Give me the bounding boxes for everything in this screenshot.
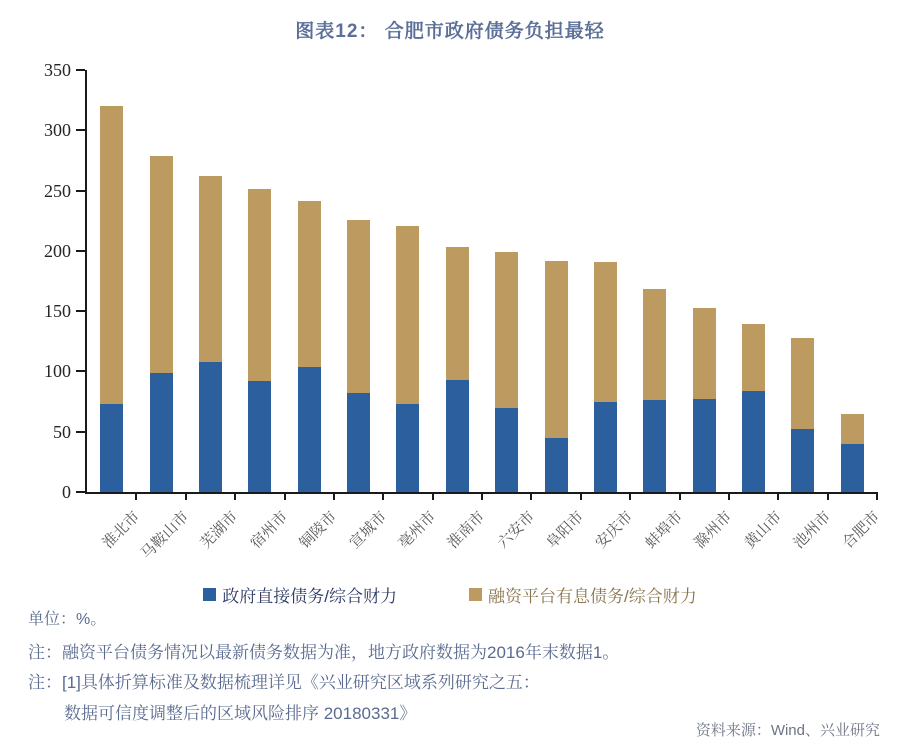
y-axis-label: 250	[44, 180, 71, 201]
platform-debt-segment	[100, 106, 123, 404]
stacked-bar	[298, 70, 321, 492]
direct-debt-segment	[643, 400, 666, 492]
x-axis-tick	[728, 492, 730, 500]
platform-debt-segment	[791, 338, 814, 430]
category-cell	[136, 70, 193, 563]
direct-debt-segment	[594, 402, 617, 492]
plot-area	[44, 60, 884, 563]
category-cell	[630, 70, 686, 552]
y-axis-label: 200	[44, 240, 71, 261]
platform-debt-segment	[742, 324, 765, 390]
platform-debt-segment	[495, 252, 518, 408]
legend-swatch-platform-debt	[469, 588, 482, 601]
y-axis-label: 300	[44, 120, 71, 141]
platform-debt-segment	[248, 189, 271, 381]
legend-label-direct-debt: 政府直接债务/综合财力	[222, 587, 397, 606]
stacked-bar	[347, 70, 370, 492]
direct-debt-segment	[742, 391, 765, 492]
y-axis-label: 350	[44, 60, 71, 80]
x-axis-label: 合肥市	[839, 508, 884, 552]
x-axis-tick	[530, 492, 532, 500]
category-cell	[729, 70, 785, 552]
direct-debt-segment	[495, 408, 518, 492]
x-axis-tick	[333, 492, 335, 500]
x-axis-label: 池州市	[790, 508, 835, 552]
legend-item-direct-debt	[203, 582, 397, 607]
unit-label: 单位：%。	[28, 611, 107, 628]
category-cell	[87, 70, 143, 552]
stacked-bar	[791, 70, 814, 492]
category-cell	[581, 70, 637, 552]
chart-title: 图表12： 合肥市政府债务负担最轻	[295, 21, 605, 42]
y-axis-tick	[76, 190, 85, 192]
x-axis-tick	[135, 492, 137, 500]
x-axis-tick	[876, 492, 878, 500]
platform-debt-segment	[298, 201, 321, 366]
x-axis-tick	[629, 492, 631, 500]
x-axis-label: 铜陵市	[296, 508, 341, 552]
platform-debt-segment	[693, 308, 716, 400]
x-axis-tick	[679, 492, 681, 500]
legend-item-platform-debt	[469, 582, 697, 607]
stacked-bar	[446, 70, 469, 492]
x-axis-tick	[777, 492, 779, 500]
category-cell	[778, 70, 835, 552]
y-axis-tick	[76, 250, 85, 252]
direct-debt-segment	[841, 444, 864, 492]
x-axis-label: 淮南市	[444, 508, 489, 552]
legend	[0, 582, 900, 607]
stacked-bar	[495, 70, 518, 492]
x-axis-tick	[827, 492, 829, 500]
x-axis-tick	[284, 492, 286, 500]
platform-debt-segment	[396, 226, 419, 404]
category-cell	[433, 70, 489, 552]
note-line-1: 注：融资平台债务情况以最新债务数据为准，地方政府数据为2016年末数据1。	[28, 643, 620, 662]
x-axis-label: 黄山市	[740, 508, 785, 552]
platform-debt-segment	[347, 220, 370, 394]
direct-debt-segment	[791, 429, 814, 492]
plot-cells	[87, 70, 884, 563]
x-axis-label: 阜阳市	[543, 508, 588, 552]
platform-debt-segment	[841, 414, 864, 444]
category-cell	[285, 70, 341, 552]
category-cell	[235, 70, 291, 552]
x-axis-label: 淮北市	[98, 508, 143, 552]
x-axis-label: 马鞍山市	[137, 508, 193, 563]
y-axis-label: 100	[44, 361, 71, 382]
category-cell	[186, 70, 242, 552]
platform-debt-segment	[643, 289, 666, 400]
category-cell	[828, 70, 884, 552]
x-axis-label: 安庆市	[592, 508, 637, 552]
y-axis-tick	[76, 431, 85, 433]
stacked-bar	[150, 70, 173, 492]
x-axis-tick	[234, 492, 236, 500]
platform-debt-segment	[446, 247, 469, 380]
direct-debt-segment	[150, 373, 173, 492]
stacked-bar	[742, 70, 765, 492]
y-axis-label: 150	[44, 301, 71, 322]
direct-debt-segment	[545, 438, 568, 492]
direct-debt-segment	[693, 399, 716, 492]
y-axis-label: 50	[53, 421, 71, 442]
direct-debt-segment	[199, 362, 222, 492]
x-axis-label: 宣城市	[345, 508, 390, 552]
x-axis-tick	[382, 492, 384, 500]
direct-debt-segment	[347, 393, 370, 492]
x-axis-tick	[185, 492, 187, 500]
note-line-2: 注：[1]具体折算标准及数据梳理详见《兴业研究区域系列研究之五：	[28, 673, 540, 692]
direct-debt-segment	[100, 404, 123, 492]
x-axis-label: 蚌埠市	[642, 508, 686, 552]
y-axis-tick	[76, 129, 85, 131]
category-cell	[334, 70, 390, 552]
direct-debt-segment	[248, 381, 271, 492]
direct-debt-segment	[298, 367, 321, 492]
x-axis-label: 亳州市	[395, 508, 440, 552]
stacked-bar	[643, 70, 666, 492]
stacked-bar	[545, 70, 568, 492]
stacked-bar	[248, 70, 271, 492]
platform-debt-segment	[594, 262, 617, 402]
stacked-bar	[693, 70, 716, 492]
direct-debt-segment	[446, 380, 469, 492]
legend-label-platform-debt: 融资平台有息债务/综合财力	[488, 587, 697, 606]
platform-debt-segment	[150, 156, 173, 373]
x-axis-label: 芜湖市	[197, 508, 242, 552]
x-axis-label: 六安市	[493, 508, 538, 552]
x-axis-tick	[580, 492, 582, 500]
direct-debt-segment	[396, 404, 419, 492]
y-axis-label: 0	[62, 482, 71, 502]
stacked-bar	[594, 70, 617, 492]
x-axis-label: 滁州市	[691, 508, 736, 552]
category-cell	[531, 70, 588, 552]
platform-debt-segment	[199, 176, 222, 362]
stacked-bar	[100, 70, 123, 492]
data-source: 资料来源：Wind、兴业研究	[695, 722, 880, 739]
y-axis-tick	[76, 310, 85, 312]
x-axis-tick	[481, 492, 483, 500]
stacked-bar	[396, 70, 419, 492]
y-axis-tick	[76, 69, 85, 71]
y-axis-tick	[76, 491, 85, 493]
y-axis-tick	[76, 370, 85, 372]
category-cell	[383, 70, 440, 552]
category-cell	[680, 70, 736, 552]
legend-swatch-direct-debt	[203, 588, 216, 601]
category-cell	[482, 70, 538, 552]
x-axis-tick	[432, 492, 434, 500]
x-axis-label: 宿州市	[247, 508, 291, 552]
note-line-3: 数据可信度调整后的区域风险排序 20180331》	[64, 704, 417, 723]
stacked-bar	[199, 70, 222, 492]
platform-debt-segment	[545, 261, 568, 438]
stacked-bar	[841, 70, 864, 492]
